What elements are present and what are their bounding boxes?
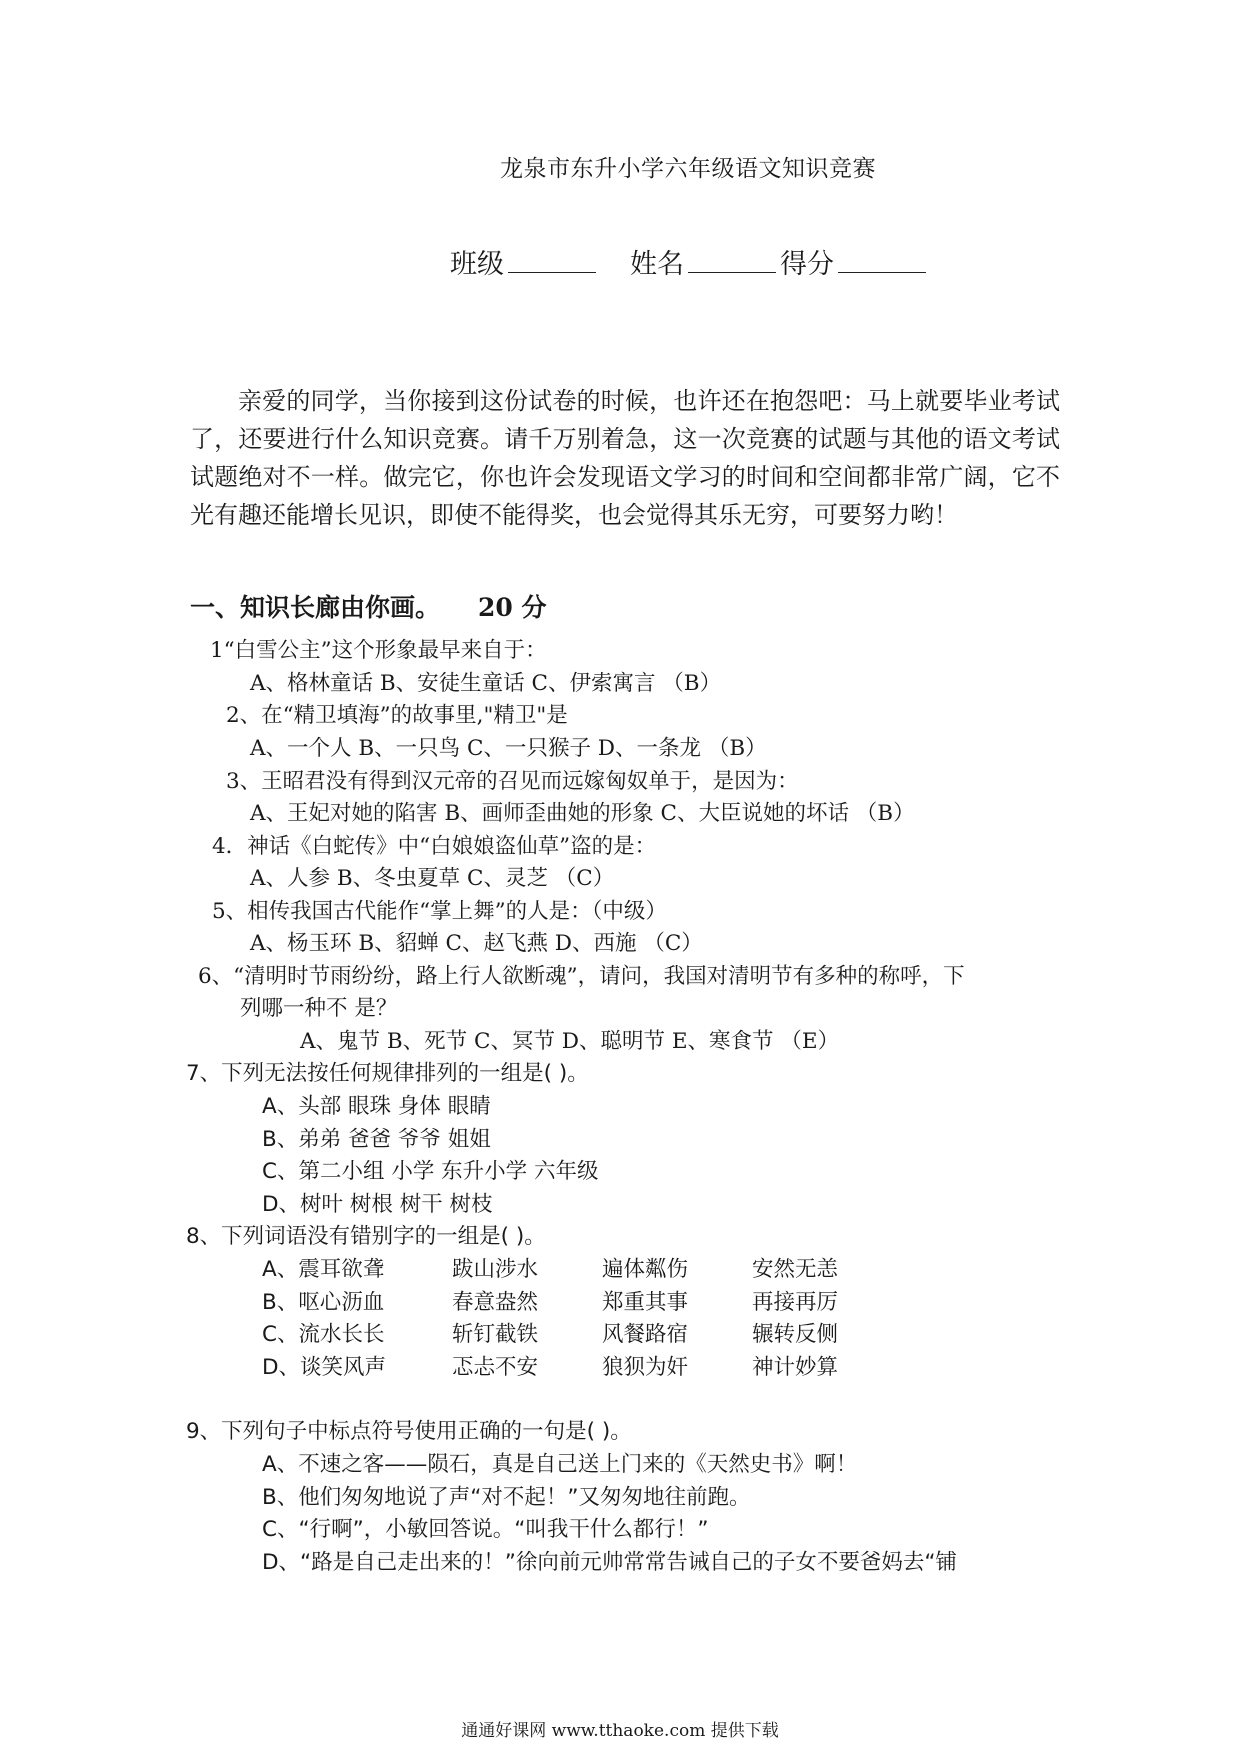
question-2-stem: 2、在“精卫填海”的故事里,"精卫"是 bbox=[226, 703, 568, 728]
question-8-option-d-2: 忑忐不安 bbox=[452, 1355, 539, 1380]
question-4-stem: 4．神话《白蛇传》中“白娘娘盗仙草”盗的是： bbox=[212, 834, 657, 859]
question-5-stem: 5、相传我国古代能作“掌上舞”的人是：（中级） bbox=[212, 899, 667, 924]
question-9-option-a: A、不速之客——陨石，真是自己送上门来的《天然史书》啊！ bbox=[262, 1452, 858, 1477]
name-blank bbox=[688, 250, 776, 273]
question-8-option-b-4: 再接再厉 bbox=[752, 1290, 839, 1315]
question-8-option-d-3: 狼狈为奸 bbox=[602, 1355, 689, 1380]
question-8-stem: 8、下列词语没有错别字的一组是( )。 bbox=[186, 1224, 546, 1249]
question-8-option-a-3: 遍体粼伤 bbox=[602, 1257, 689, 1282]
section-heading bbox=[190, 588, 547, 624]
question-8-option-c-1: C、流水长长 bbox=[262, 1322, 385, 1347]
section-title: 一、知识长廊由你画。 bbox=[190, 593, 441, 622]
question-9-stem: 9、下列句子中标点符号使用正确的一句是( )。 bbox=[186, 1419, 632, 1444]
question-8-option-b-1: B、呕心沥血 bbox=[262, 1290, 385, 1315]
question-7-option-b: B、弟弟 爸爸 爷爷 姐姐 bbox=[262, 1127, 491, 1152]
score-blank bbox=[838, 250, 926, 273]
question-8-option-d-1: D、谈笑风声 bbox=[262, 1355, 387, 1380]
intro-paragraph bbox=[190, 382, 1060, 534]
score-label: 得分 bbox=[780, 249, 834, 280]
question-8-option-a-4: 安然无恙 bbox=[752, 1257, 839, 1282]
question-9-option-b: B、他们匆匆地说了声“对不起！”又匆匆地往前跑。 bbox=[262, 1485, 751, 1510]
question-9-option-d: D、“路是自己走出来的！”徐向前元帅常常告诫自己的子女不要爸妈去“铺 bbox=[262, 1550, 957, 1575]
question-7-option-a: A、头部 眼珠 身体 眼睛 bbox=[262, 1094, 491, 1119]
question-8-option-b-3: 郑重其事 bbox=[602, 1290, 689, 1315]
question-6-options: A、鬼节 B、死节 C、冥节 D、聪明节 E、寒食节 （E） bbox=[300, 1029, 840, 1054]
question-8-option-a-1: A、震耳欲聋 bbox=[262, 1257, 385, 1282]
footer-download-note: 通通好课网 www.tthaoke.com 提供下载 bbox=[461, 1721, 779, 1741]
question-3-options: A、王妃对她的陷害 B、画师歪曲她的形象 C、大臣说她的坏话 （B） bbox=[250, 801, 915, 826]
question-8-option-c-2: 斩钉截铁 bbox=[452, 1322, 539, 1347]
question-8-option-b-2: 春意盎然 bbox=[452, 1290, 539, 1315]
question-5-options: A、杨玉环 B、貂蝉 C、赵飞燕 D、西施 （C） bbox=[250, 931, 703, 956]
question-7-option-c: C、第二小组 小学 东升小学 六年级 bbox=[262, 1159, 599, 1184]
question-8-option-c-4: 辗转反侧 bbox=[752, 1322, 839, 1347]
section-score: 20 分 bbox=[478, 593, 547, 622]
exam-title: 龙泉市东升小学六年级语文知识竞赛 bbox=[500, 156, 876, 182]
student-info-line bbox=[450, 242, 930, 281]
question-7-stem: 7、下列无法按任何规律排列的一组是( )。 bbox=[186, 1061, 589, 1086]
question-6-stem: 6、“清明时节雨纷纷，路上行人欲断魂”，请问，我国对清明节有多种的称呼，下 bbox=[198, 964, 965, 989]
class-blank bbox=[508, 250, 596, 273]
name-label: 姓名 bbox=[630, 249, 684, 280]
question-1-options: A、格林童话 B、安徒生童话 C、伊索寓言 （B） bbox=[250, 671, 722, 696]
question-1-stem: 1“白雪公主”这个形象最早来自于： bbox=[210, 638, 547, 663]
question-8-option-c-3: 风餐路宿 bbox=[602, 1322, 689, 1347]
question-9-option-c: C、“行啊”，小敏回答说。“叫我干什么都行！” bbox=[262, 1517, 709, 1542]
intro-text: 亲爱的同学，当你接到这份试卷的时候，也许还在抱怨吧：马上就要毕业考试了，还要进行什么知识竞赛。请千万别着急，这一次竞赛的试题与其他的语文考试试题绝对不一样。做完它，你也许会发现语文学习的时间和空间都非常广阔，它不光有趣还能增长见识，即使不能得奖，也会觉得其乐无穷，可要努力哟！ bbox=[190, 387, 1060, 529]
question-4-options: A、人参 B、冬虫夏草 C、灵芝 （C） bbox=[250, 866, 615, 891]
question-3-stem: 3、王昭君没有得到汉元帝的召见而远嫁匈奴单于，是因为： bbox=[226, 769, 799, 794]
question-8-option-a-2: 跋山涉水 bbox=[452, 1257, 539, 1282]
question-8-option-d-4: 神计妙算 bbox=[752, 1355, 839, 1380]
class-label: 班级 bbox=[450, 249, 504, 280]
question-7-option-d: D、树叶 树根 树干 树枝 bbox=[262, 1192, 493, 1217]
question-2-options: A、一个人 B、一只鸟 C、一只猴子 D、一条龙 （B） bbox=[250, 736, 767, 761]
question-6-stem-continued: 列哪一种不 是？ bbox=[240, 996, 398, 1021]
